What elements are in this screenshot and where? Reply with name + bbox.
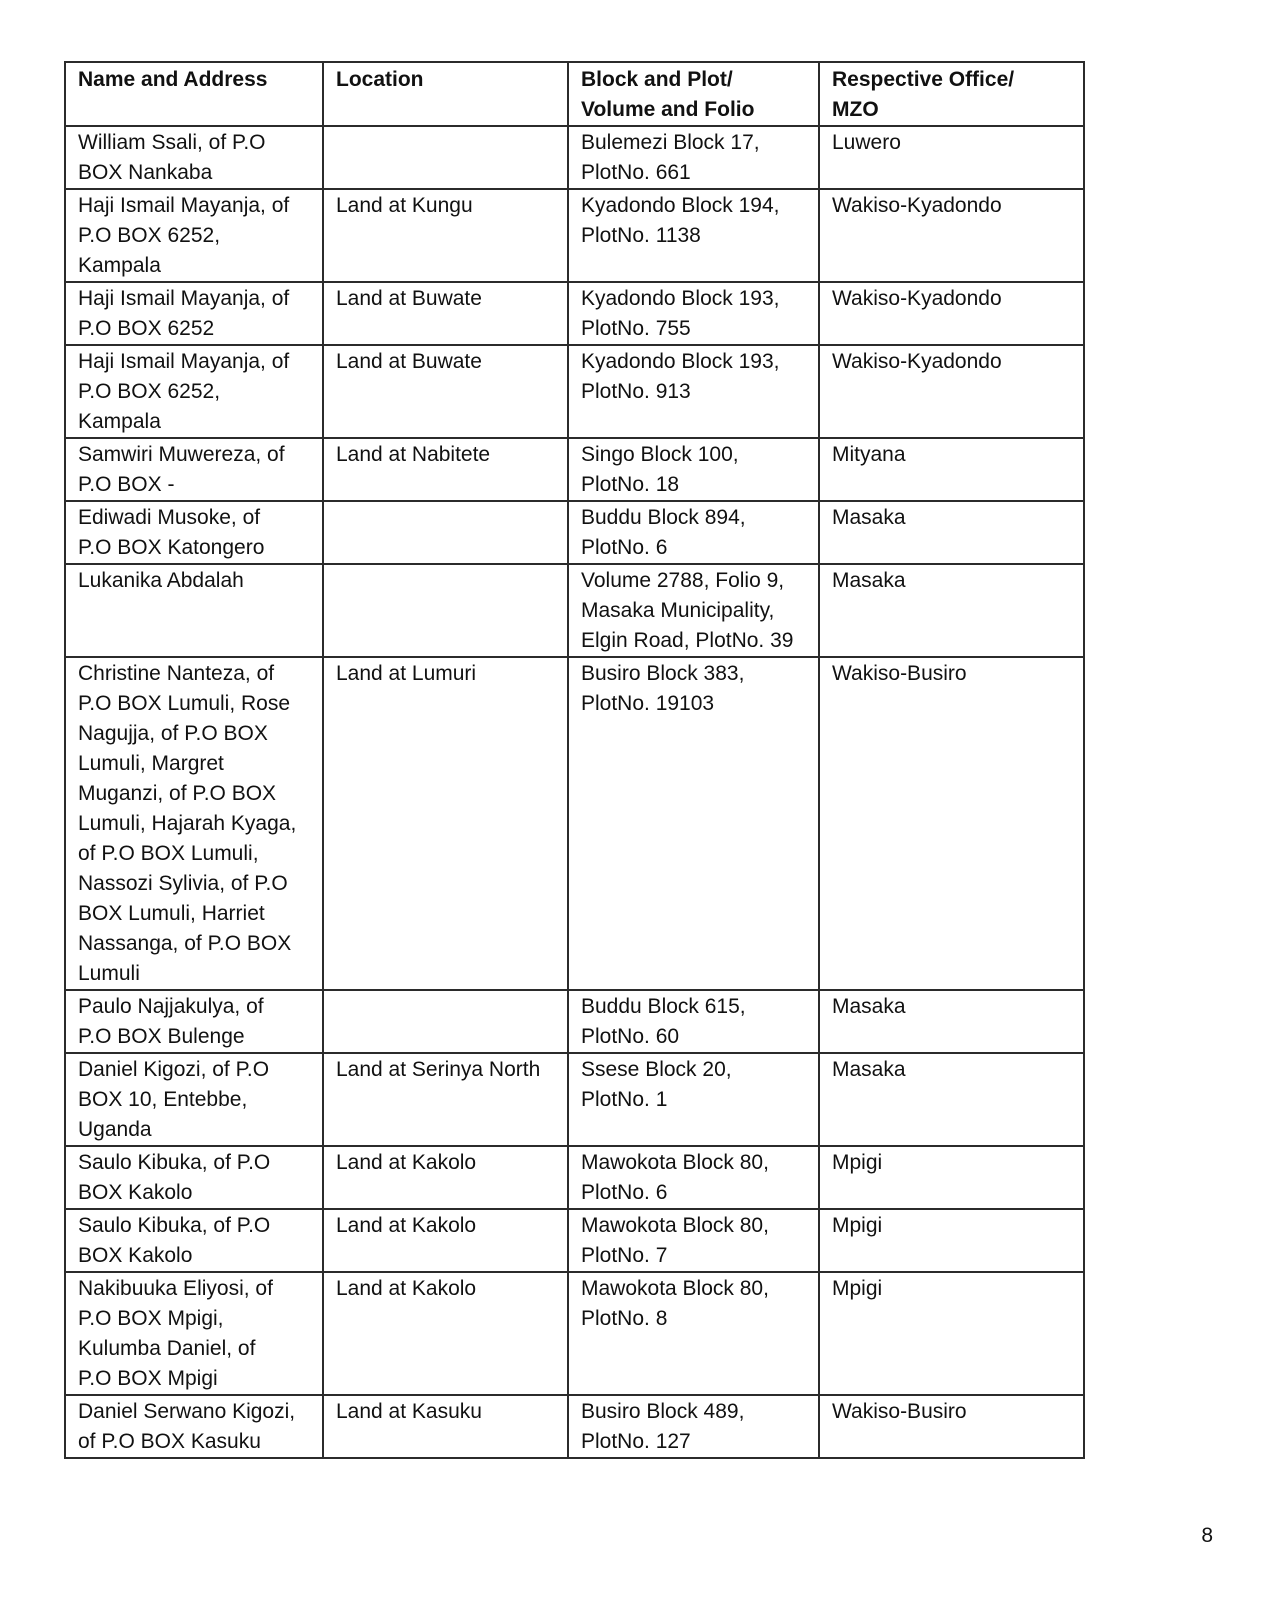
table-row <box>65 1395 1084 1458</box>
cell-name-and-address: Haji Ismail Mayanja, of P.O BOX 6252, Kampala <box>65 189 323 282</box>
cell-respective-office: Masaka <box>819 1053 1084 1146</box>
table-row <box>65 657 1084 990</box>
cell-respective-office: Masaka <box>819 564 1084 657</box>
cell-block-and-plot: Buddu Block 894, PlotNo. 6 <box>568 501 819 564</box>
cell-name-and-address: Haji Ismail Mayanja, of P.O BOX 6252, Kampala <box>65 345 323 438</box>
cell-name-and-address: Daniel Kigozi, of P.O BOX 10, Entebbe, Uganda <box>65 1053 323 1146</box>
cell-location: Land at Lumuri <box>323 657 568 990</box>
table-row <box>65 1146 1084 1209</box>
header-location: Location <box>323 62 568 126</box>
cell-location: Land at Kasuku <box>323 1395 568 1458</box>
land-register-table <box>64 61 1085 1459</box>
table-row <box>65 282 1084 345</box>
cell-respective-office: Masaka <box>819 501 1084 564</box>
cell-respective-office: Wakiso-Kyadondo <box>819 282 1084 345</box>
page-number: 8 <box>1201 1524 1213 1547</box>
cell-block-and-plot: Bulemezi Block 17, PlotNo. 661 <box>568 126 819 189</box>
cell-respective-office: Wakiso-Kyadondo <box>819 345 1084 438</box>
cell-name-and-address: Samwiri Muwereza, of P.O BOX - <box>65 438 323 501</box>
table-row <box>65 1272 1084 1395</box>
table-row <box>65 1209 1084 1272</box>
cell-respective-office: Wakiso-Kyadondo <box>819 189 1084 282</box>
table-row <box>65 564 1084 657</box>
cell-block-and-plot: Singo Block 100, PlotNo. 18 <box>568 438 819 501</box>
cell-respective-office: Mpigi <box>819 1209 1084 1272</box>
header-block-and-plot: Block and Plot/ Volume and Folio <box>568 62 819 126</box>
cell-name-and-address: Christine Nanteza, of P.O BOX Lumuli, Rose Nagujja, of P.O BOX Lumuli, Margret Muganzi, of P.O BOX Lumuli, Hajarah Kyaga, of P.O BOX Lumuli, Nassozi Sylivia, of P.O BOX Lumuli, Harriet Nassanga, of P.O BOX Lumuli <box>65 657 323 990</box>
cell-block-and-plot: Busiro Block 489, PlotNo. 127 <box>568 1395 819 1458</box>
cell-location <box>323 126 568 189</box>
cell-block-and-plot: Kyadondo Block 193, PlotNo. 755 <box>568 282 819 345</box>
cell-location: Land at Kungu <box>323 189 568 282</box>
cell-block-and-plot: Kyadondo Block 193, PlotNo. 913 <box>568 345 819 438</box>
table-row <box>65 126 1084 189</box>
cell-block-and-plot: Kyadondo Block 194, PlotNo. 1138 <box>568 189 819 282</box>
cell-location <box>323 501 568 564</box>
table-row <box>65 1053 1084 1146</box>
table-body <box>65 126 1084 1458</box>
cell-block-and-plot: Busiro Block 383, PlotNo. 19103 <box>568 657 819 990</box>
table-header-row <box>65 62 1084 126</box>
cell-name-and-address: Saulo Kibuka, of P.O BOX Kakolo <box>65 1146 323 1209</box>
cell-location: Land at Buwate <box>323 345 568 438</box>
cell-name-and-address: Lukanika Abdalah <box>65 564 323 657</box>
cell-respective-office: Wakiso-Busiro <box>819 1395 1084 1458</box>
cell-name-and-address: Haji Ismail Mayanja, of P.O BOX 6252 <box>65 282 323 345</box>
cell-block-and-plot: Ssese Block 20, PlotNo. 1 <box>568 1053 819 1146</box>
header-respective-office: Respective Office/ MZO <box>819 62 1084 126</box>
table-row <box>65 189 1084 282</box>
cell-location: Land at Kakolo <box>323 1272 568 1395</box>
cell-location: Land at Serinya North <box>323 1053 568 1146</box>
cell-block-and-plot: Mawokota Block 80, PlotNo. 7 <box>568 1209 819 1272</box>
table-row <box>65 990 1084 1053</box>
cell-name-and-address: William Ssali, of P.O BOX Nankaba <box>65 126 323 189</box>
cell-name-and-address: Paulo Najjakulya, of P.O BOX Bulenge <box>65 990 323 1053</box>
cell-location: Land at Buwate <box>323 282 568 345</box>
cell-respective-office: Wakiso-Busiro <box>819 657 1084 990</box>
cell-respective-office: Mpigi <box>819 1272 1084 1395</box>
cell-respective-office: Masaka <box>819 990 1084 1053</box>
cell-location: Land at Kakolo <box>323 1209 568 1272</box>
cell-block-and-plot: Mawokota Block 80, PlotNo. 8 <box>568 1272 819 1395</box>
cell-respective-office: Mityana <box>819 438 1084 501</box>
table-row <box>65 438 1084 501</box>
cell-respective-office: Mpigi <box>819 1146 1084 1209</box>
cell-name-and-address: Nakibuuka Eliyosi, of P.O BOX Mpigi, Kulumba Daniel, of P.O BOX Mpigi <box>65 1272 323 1395</box>
table-row <box>65 345 1084 438</box>
header-name-and-address: Name and Address <box>65 62 323 126</box>
cell-location <box>323 564 568 657</box>
cell-name-and-address: Saulo Kibuka, of P.O BOX Kakolo <box>65 1209 323 1272</box>
cell-location: Land at Nabitete <box>323 438 568 501</box>
cell-block-and-plot: Mawokota Block 80, PlotNo. 6 <box>568 1146 819 1209</box>
cell-location <box>323 990 568 1053</box>
cell-name-and-address: Ediwadi Musoke, of P.O BOX Katongero <box>65 501 323 564</box>
cell-name-and-address: Daniel Serwano Kigozi, of P.O BOX Kasuku <box>65 1395 323 1458</box>
table-row <box>65 501 1084 564</box>
cell-respective-office: Luwero <box>819 126 1084 189</box>
cell-block-and-plot: Volume 2788, Folio 9, Masaka Municipality, Elgin Road, PlotNo. 39 <box>568 564 819 657</box>
cell-block-and-plot: Buddu Block 615, PlotNo. 60 <box>568 990 819 1053</box>
cell-location: Land at Kakolo <box>323 1146 568 1209</box>
